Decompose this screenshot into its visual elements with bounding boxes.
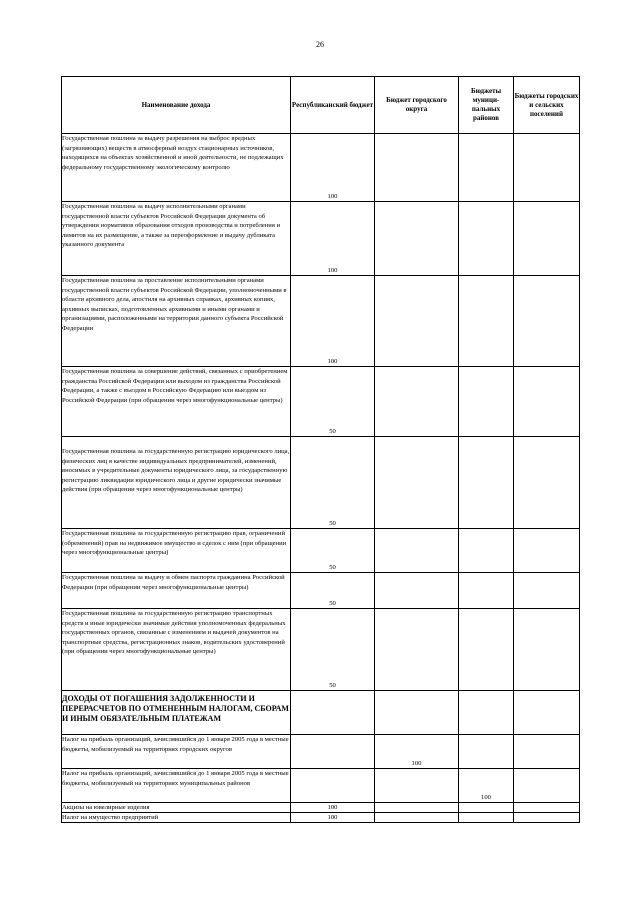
municipal-share	[459, 803, 514, 813]
table-row	[62, 134, 580, 202]
urban-share	[514, 202, 580, 276]
income-name: Государственная пошлина за выдачу и обмен паспорта гражданина Российской Федерации (при обращении через многофункциональные центры)	[62, 573, 291, 609]
municipal-share	[459, 202, 514, 276]
urban-share	[514, 134, 580, 202]
header-urban-rural-budgets: Бюджеты городских и сельских поселений	[514, 77, 580, 134]
municipal-share	[459, 367, 514, 437]
municipal-share: 100	[459, 769, 514, 803]
table-row	[62, 769, 580, 803]
urban-share	[514, 691, 580, 735]
city-share	[375, 609, 459, 691]
republic-share: 50	[291, 573, 375, 609]
urban-share	[514, 573, 580, 609]
table-row	[62, 813, 580, 823]
municipal-share	[459, 573, 514, 609]
income-name: Государственная пошлина за совершение действий, связанных с приобретением гражданства Российской Федерации или выходом из гражданства Российской Федерации, а также с въездом в Российскую Федерацию или выездом из Российской Федерации (при обращении через многофункциональные центры)	[62, 367, 291, 437]
income-name: Налог на имущество предприятий	[62, 813, 291, 823]
municipal-share	[459, 735, 514, 769]
revenue-distribution-table	[61, 76, 580, 823]
city-share	[375, 367, 459, 437]
republic-share: 100	[291, 803, 375, 813]
table-row-section-heading	[62, 691, 580, 735]
income-name: Государственная пошлина за выдачу исполнительными органами государственной власти субъектов Российской Федерации документа об утверждении нормативов образования отходов производства и потребления и лимитов на их размещение, а также за переоформление и выдачу дубликата указанного документа	[62, 202, 291, 276]
municipal-share	[459, 529, 514, 573]
republic-share	[291, 691, 375, 735]
republic-share: 100	[291, 813, 375, 823]
urban-share	[514, 803, 580, 813]
table-row	[62, 735, 580, 769]
municipal-share	[459, 691, 514, 735]
income-name: Государственная пошлина за государственную регистрацию юридического лица, физических лиц в качестве индивидуальных предпринимателей, изменений, вносимых в учредительные документы юридического лица, за государственную регистрацию ликвидации юридического лица и другие юридически значимые действия (при обращении через многофункциональные центры)	[62, 437, 291, 529]
table-row	[62, 367, 580, 437]
income-name: Государственная пошлина за государственную регистрацию прав, ограничений (обременений) прав на недвижимое имущество и сделок с ним (при обращении через многофункциональные центры)	[62, 529, 291, 573]
header-city-district-budget: Бюджет городского округа	[375, 77, 459, 134]
city-share	[375, 276, 459, 367]
urban-share	[514, 367, 580, 437]
urban-share	[514, 769, 580, 803]
table-row	[62, 437, 580, 529]
income-name: Государственная пошлина за государственную регистрацию транспортных средств и иные юридически значимые действия уполномоченных федеральных государственных органов, связанные с изменением и выдачей документов на транспортные средства, регистрационных знаков, водительских удостоверений (при обращении через многофункциональные центры)	[62, 609, 291, 691]
page-number: 26	[316, 40, 324, 49]
city-share	[375, 573, 459, 609]
republic-share: 50	[291, 437, 375, 529]
city-share	[375, 769, 459, 803]
city-share	[375, 529, 459, 573]
income-name: Налог на прибыль организаций, зачислявшийся до 1 января 2005 года в местные бюджеты, мобилизуемый на территориях муниципальных районов	[62, 769, 291, 803]
city-share	[375, 134, 459, 202]
republic-share: 100	[291, 276, 375, 367]
republic-share	[291, 735, 375, 769]
urban-share	[514, 813, 580, 823]
header-republic-budget: Республиканский бюджет	[291, 77, 375, 134]
income-name: Налог на прибыль организаций, зачислявшийся до 1 января 2005 года в местные бюджеты, мобилизуемый на территориях городских округов	[62, 735, 291, 769]
city-share	[375, 803, 459, 813]
table-row	[62, 803, 580, 813]
urban-share	[514, 437, 580, 529]
city-share: 100	[375, 735, 459, 769]
header-income-name: Наименование дохода	[62, 77, 291, 134]
municipal-share	[459, 134, 514, 202]
income-name: Акцизы на ювелирные изделия	[62, 803, 291, 813]
header-municipal-budgets: Бюджеты муници-пальных районов	[459, 77, 514, 134]
municipal-share	[459, 437, 514, 529]
table-row	[62, 573, 580, 609]
table-row	[62, 609, 580, 691]
republic-share: 50	[291, 367, 375, 437]
income-name: Государственная пошлина за выдачу разрешения на выброс вредных (загрязняющих) веществ в атмосферный воздух стационарных источников, находящихся на объектах хозяйственной и иной деятельности, не подлежащих федеральному государственному экологическому контролю	[62, 134, 291, 202]
city-share	[375, 813, 459, 823]
municipal-share	[459, 276, 514, 367]
table-row	[62, 276, 580, 367]
city-share	[375, 691, 459, 735]
table-row	[62, 202, 580, 276]
republic-share: 100	[291, 134, 375, 202]
republic-share	[291, 769, 375, 803]
table-header-row	[62, 77, 580, 134]
municipal-share	[459, 813, 514, 823]
republic-share: 50	[291, 609, 375, 691]
income-name: Государственная пошлина за проставление исполнительными органами государственной власти субъектов Российской Федерации, уполномоченными в области архивного дела, апостиля на архивных справках, архивных копиях, архивных выписках, подготовленных архивными и иными органами и организациями, расположенными на территории данного субъекта Российской Федерации	[62, 276, 291, 367]
table-body	[62, 134, 580, 823]
city-share	[375, 202, 459, 276]
republic-share: 100	[291, 202, 375, 276]
city-share	[375, 437, 459, 529]
urban-share	[514, 276, 580, 367]
urban-share	[514, 735, 580, 769]
municipal-share	[459, 609, 514, 691]
urban-share	[514, 529, 580, 573]
table-row	[62, 529, 580, 573]
republic-share: 50	[291, 529, 375, 573]
urban-share	[514, 609, 580, 691]
section-heading: ДОХОДЫ ОТ ПОГАШЕНИЯ ЗАДОЛЖЕННОСТИ И ПЕРЕРАСЧЕТОВ ПО ОТМЕНЕННЫМ НАЛОГАМ, СБОРАМ И ИНЫМ ОБЯЗАТЕЛЬНЫМ ПЛАТЕЖАМ	[62, 691, 291, 735]
